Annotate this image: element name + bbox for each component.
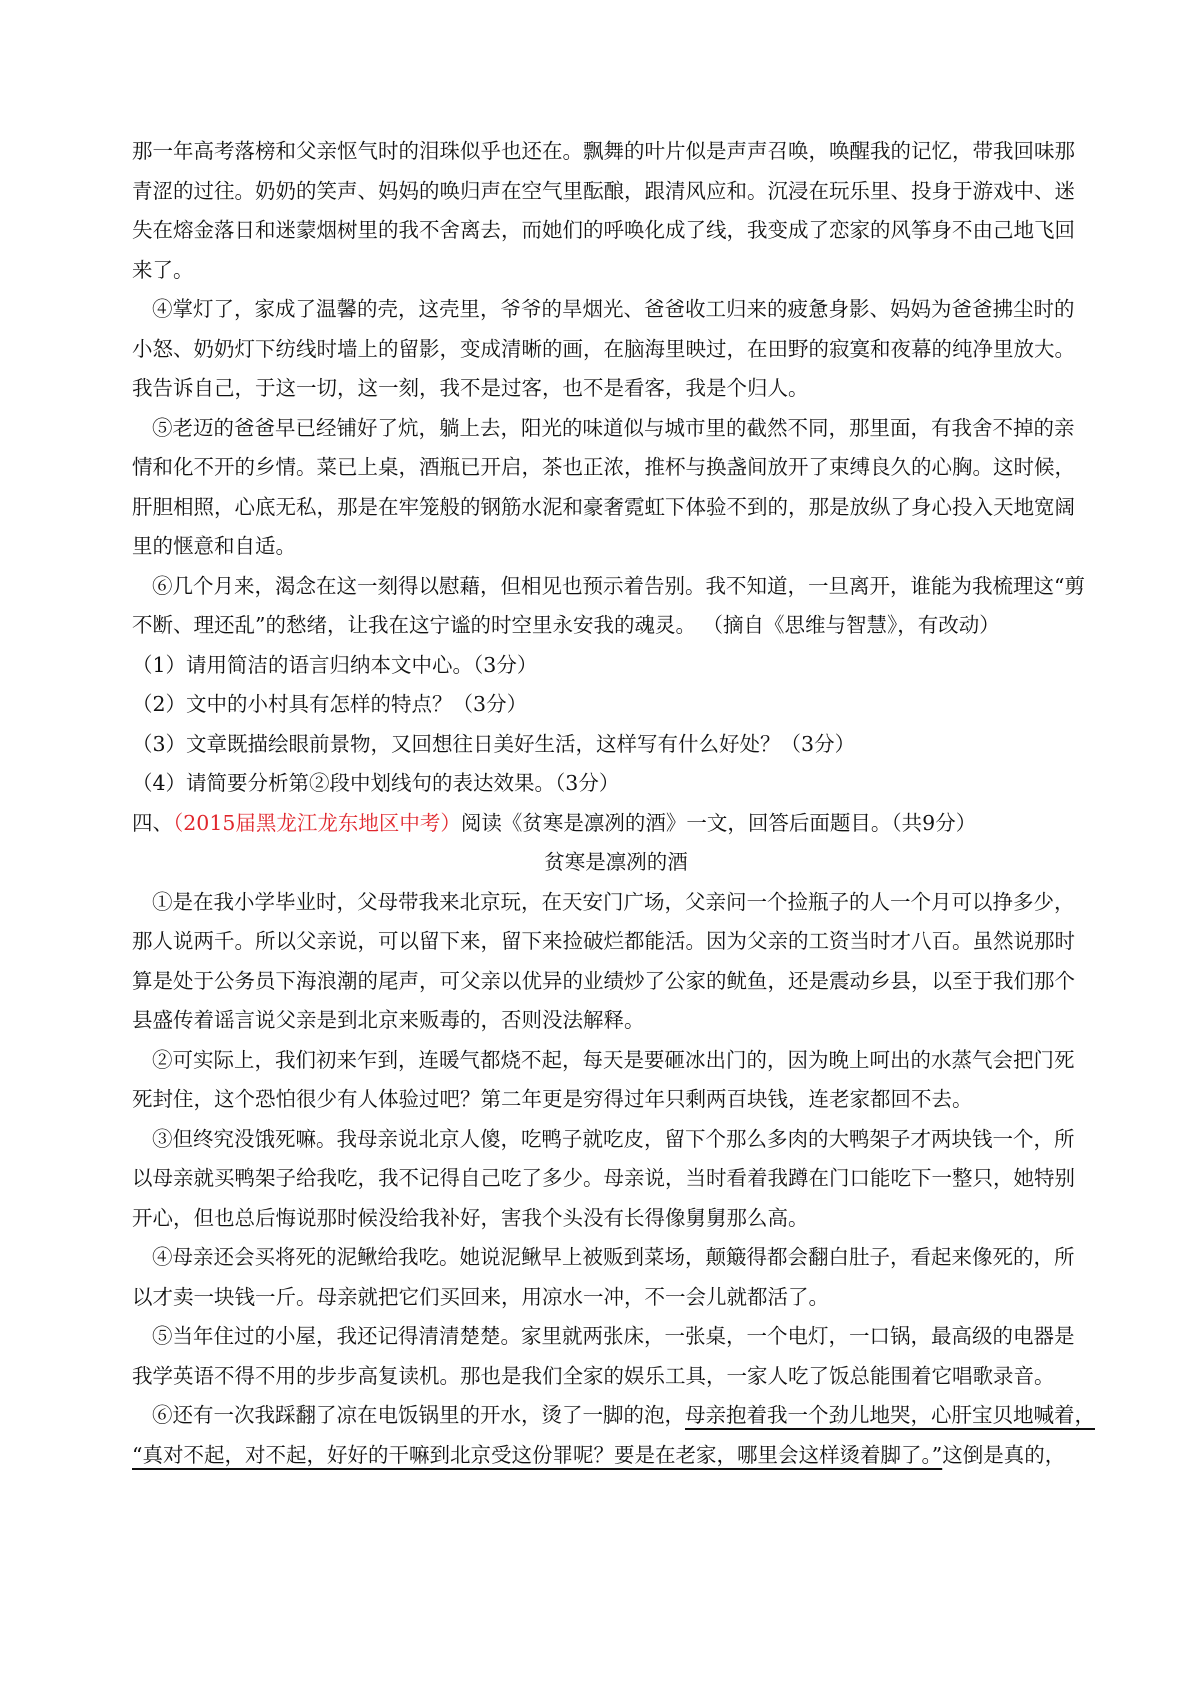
- text-line: ⑤老迈的爸爸早已经铺好了炕，躺上去，阳光的味道似与城市里的截然不同，那里面，有我舍不掉的亲: [152, 415, 1075, 440]
- text-line: 不断、理还乱”的愁绪，让我在这宁谧的时空里永安我的魂灵。 （摘自《思维与智慧》，有改动）: [132, 613, 1000, 637]
- section-heading: [132, 804, 1100, 844]
- text-line: ④掌灯了，家成了温馨的壳，这壳里，爷爷的旱烟光、爸爸收工归来的疲惫身影、妈妈为爸爸拂尘时的: [152, 297, 1075, 321]
- text-line: [132, 1396, 1100, 1436]
- paragraph-6: [132, 567, 1100, 646]
- text-line: 死封住，这个恐怕很少有人体验过吧？第二年更是穷得过年只剩两百块钱，连老家都回不去。: [132, 1087, 973, 1111]
- question-list: [132, 646, 1100, 804]
- text-line: 青涩的过往。奶奶的笑声、妈妈的唤归声在空气里酝酿，跟清风应和。沉浸在玩乐里、投身于游戏中、迷: [132, 178, 1075, 203]
- text-line: ①是在我小学毕业时，父母带我来北京玩，在天安门广场，父亲问一个捡瓶子的人一个月可以挣多少，: [152, 889, 1075, 914]
- text-line: 以才卖一块钱一斤。母亲就把它们买回来，用凉水一冲，不一会儿就都活了。: [132, 1284, 829, 1309]
- text-line: 那一年高考落榜和父亲怄气时的泪珠似乎也还在。飘舞的叶片似是声声召唤，唤醒我的记忆，带我回味那: [132, 139, 1075, 163]
- text-line: 那人说两千。所以父亲说，可以留下来，留下来捡破烂都能活。因为父亲的工资当时才八百。虽然说那时: [132, 929, 1075, 953]
- text-line: 来了。: [132, 257, 194, 282]
- s4-paragraph-6: [132, 1396, 1100, 1475]
- text-line: 里的惬意和自适。: [132, 534, 296, 558]
- text-line: 开心，但也总后悔说那时候没给我补好，害我个头没有长得像舅舅那么高。: [132, 1205, 809, 1230]
- s4-paragraph-4: [132, 1238, 1100, 1317]
- text-line: 县盛传着谣言说父亲是到北京来贩毒的，否则没法解释。: [132, 1008, 645, 1032]
- exam-source: （2015届黑龙江龙东地区中考）: [173, 810, 461, 835]
- plain-text: 这倒是真的，: [942, 1442, 1066, 1467]
- text-line: [132, 1436, 1100, 1476]
- text-line: 我告诉自己，于这一切，这一刻，我不是过客，也不是看客，我是个归人。: [132, 376, 809, 400]
- paragraph-5: [132, 409, 1100, 567]
- text-line: ③但终究没饿死嘛。我母亲说北京人傻，吃鸭子就吃皮，留下个那么多肉的大鸭架子才两块钱一个，所: [152, 1126, 1075, 1151]
- text-line: 我学英语不得不用的步步高复读机。那也是我们全家的娱乐工具，一家人吃了饭总能围着它唱歌录音。: [132, 1363, 1055, 1388]
- text-line: 情和化不开的乡情。菜已上桌，酒瓶已开启，茶也正浓，推杯与换盏间放开了束缚良久的心胸。这时候，: [132, 455, 1075, 479]
- paragraph-4: [132, 290, 1100, 409]
- text-line: 肝胆相照，心底无私，那是在牢笼般的钢筋水泥和豪奢霓虹下体验不到的，那是放纵了身心投入天地宽阔: [132, 494, 1075, 519]
- text-line: ④母亲还会买将死的泥鳅给我吃。她说泥鳅早上被贩到菜场，颠簸得都会翻白肚子，看起来像死的，所: [152, 1245, 1075, 1269]
- exam-page: [132, 132, 1100, 1475]
- passage-title: 贫寒是凛冽的酒: [544, 850, 688, 874]
- s4-paragraph-5: [132, 1317, 1100, 1396]
- s4-paragraph-1: [132, 883, 1100, 1041]
- text-line: 小怒、奶奶灯下纺线时墙上的留影，变成清晰的画，在脑海里映过，在田野的寂寞和夜幕的纯净里放大。: [132, 336, 1075, 361]
- paragraph-memory: [132, 132, 1100, 290]
- text-line: ⑤当年住过的小屋，我还记得清清楚楚。家里就两张床，一张桌，一个电灯，一口锅，最高级的电器是: [152, 1324, 1075, 1348]
- s4-paragraph-2: [132, 1041, 1100, 1120]
- text-line: 算是处于公务员下海浪潮的尾声，可父亲以优异的业绩炒了公家的鱿鱼，还是震动乡县，以至于我们那个: [132, 968, 1075, 993]
- question-item: （3）文章既描绘眼前景物，又回想往日美好生活，这样写有什么好处？（3分）: [132, 731, 856, 756]
- text-line: 以母亲就买鸭架子给我吃，我不记得自己吃了多少。母亲说，当时看着我蹲在门口能吃下一整只，她特别: [132, 1166, 1075, 1190]
- question-item: （4）请简要分析第②段中划线句的表达效果。（3分）: [132, 771, 620, 795]
- s4-paragraph-3: [132, 1120, 1100, 1239]
- section-number: 四、: [132, 810, 173, 835]
- plain-text: ⑥还有一次我踩翻了凉在电饭锅里的开水，烫了一脚的泡，: [152, 1403, 685, 1427]
- question-item: （1）请用简洁的语言归纳本文中心。（3分）: [132, 652, 538, 677]
- question-item: （2）文中的小村具有怎样的特点？（3分）: [132, 692, 528, 716]
- section-instruction: 阅读《贫寒是凛冽的酒》一文，回答后面题目。（共9分）: [460, 810, 977, 835]
- underlined-sentence: 母亲抱着我一个劲儿地哭，心肝宝贝地喊着，: [685, 1403, 1095, 1427]
- text-line: ⑥几个月来，渴念在这一刻得以慰藉，但相见也预示着告别。我不知道，一旦离开，谁能为我梳理这“剪: [152, 573, 1085, 598]
- text-line: 失在熔金落日和迷蒙烟树里的我不舍离去，而她们的呼唤化成了线，我变成了恋家的风筝身不由己地飞回: [132, 218, 1075, 242]
- underlined-sentence: “真对不起，对不起，好好的干嘛到北京受这份罪呢？要是在老家，哪里会这样烫着脚了。”: [132, 1442, 943, 1467]
- text-line: ②可实际上，我们初来乍到，连暖气都烧不起，每天是要砸冰出门的，因为晚上呵出的水蒸气会把门死: [152, 1047, 1075, 1072]
